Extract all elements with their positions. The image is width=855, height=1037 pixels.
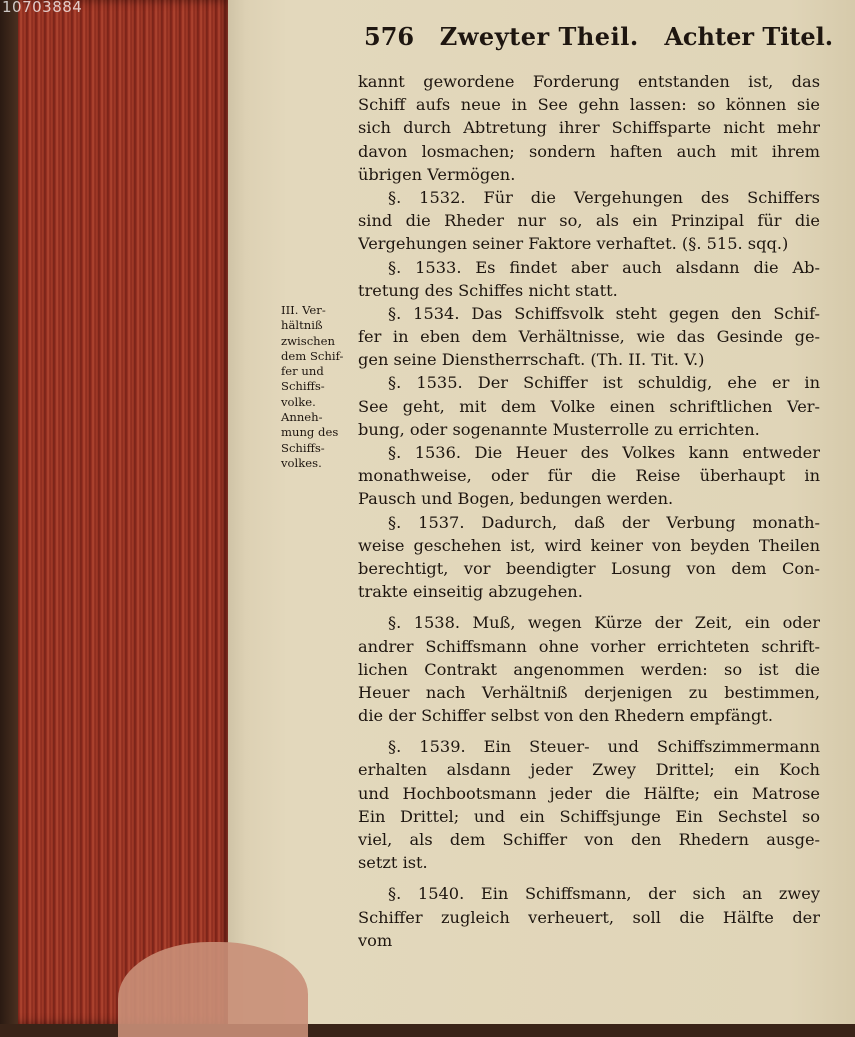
corner-stain (118, 942, 308, 1037)
text-line: Heuer nach Verhältniß derjenigen zu bestimmen, (358, 682, 820, 702)
text-line: weise geschehen ist, wird keiner von beyden Theilen (358, 535, 820, 555)
text-line: §. 1535. Der Schiffer ist schuldig, ehe er in (388, 373, 820, 393)
text-line: Vergehungen seiner Faktore verhaftet. (§. 515. sqq.) (358, 234, 789, 254)
header-title: Achter Titel. (664, 22, 834, 51)
book-edge (0, 0, 232, 1024)
margin-note-line: III. Ver- (281, 303, 326, 317)
paragraph-gap (358, 603, 820, 611)
margin-note-line: zwischen (281, 333, 335, 348)
text-line: monathweise, oder für die Reise überhaupt in (358, 466, 820, 486)
text-line: viel, als dem Schiffer von den Rhedern ausge- (358, 830, 820, 849)
text-line: §. 1537. Dadurch, daß der Verbung monath- (388, 512, 820, 532)
text-line: berechtigt, vor beendigter Losung von dem Con- (358, 558, 820, 578)
text-line: Ein Drittel; und ein Schiffsjunge Ein Sechstel so (358, 806, 820, 826)
header-part: Zweyter Theil. (439, 22, 639, 51)
text-line: kannt gewordene Forderung entstanden ist, das (358, 72, 820, 91)
text-line: die der Schiffer selbst von den Rhedern empfängt. (358, 706, 773, 726)
margin-note-line: Anneh- (281, 410, 323, 425)
paragraph-gap (358, 727, 820, 735)
text-line: tretung des Schiffes nicht statt. (358, 280, 618, 300)
text-line: §. 1532. Für die Vergehungen des Schiffers (388, 187, 820, 207)
paragraph (358, 611, 820, 727)
page-strip (0, 0, 18, 1024)
paragraph (358, 70, 820, 186)
text-line: fer in eben dem Verhältnisse, wie das Gesinde ge- (358, 327, 820, 347)
archive-id-stamp: 10703884 (2, 0, 83, 16)
running-header (364, 22, 834, 56)
margin-note-line: mung des (281, 425, 339, 440)
text-line: trakte einseitig abzugehen. (358, 582, 583, 602)
margin-note-line: dem Schif- (281, 348, 344, 363)
text-line: setzt ist. (358, 853, 428, 873)
text-line: und Hochbootsmann jeder die Hälfte; ein Matrose (358, 783, 820, 803)
text-line: Schiffer zugleich verheuert, soll die Hälfte der (358, 907, 820, 927)
text-line: gen seine Dienstherrschaft. (Th. II. Tit. V.) (358, 350, 705, 370)
margin-note (281, 303, 357, 471)
text-line: sich durch Abtretung ihrer Schiffsparte nicht mehr (358, 118, 820, 138)
margin-note-line: fer und (281, 364, 324, 379)
text-line: §. 1536. Die Heuer des Volkes kann entweder (388, 443, 820, 462)
text-line: vom (358, 930, 393, 950)
text-line: Pausch und Bogen, bedungen werden. (358, 489, 674, 509)
paragraph (358, 256, 820, 302)
text-line: bung, oder sogenannte Musterrolle zu errichten. (358, 419, 760, 439)
body-text (358, 70, 820, 952)
text-line: Schiff aufs neue in See gehn lassen: so können sie (358, 95, 820, 115)
margin-note-line: volke. (281, 394, 316, 409)
text-line: §. 1534. Das Schiffsvolk steht gegen den Schif- (388, 303, 820, 323)
text-line: §. 1538. Muß, wegen Kürze der Zeit, ein oder (388, 613, 820, 633)
paragraph (358, 441, 820, 511)
text-line: davon losmachen; sondern haften auch mit ihrem (358, 141, 820, 161)
text-line: erhalten alsdann jeder Zwey Drittel; ein Koch (358, 760, 820, 780)
text-line: §. 1540. Ein Schiffsmann, der sich an zwey (388, 884, 820, 904)
text-line: übrigen Vermögen. (358, 164, 516, 184)
text-line: See geht, mit dem Volke einen schriftlichen Ver- (358, 396, 820, 416)
paragraph (358, 302, 820, 372)
text-line: §. 1539. Ein Steuer- und Schiffszimmermann (388, 737, 820, 757)
text-line: andrer Schiffsmann ohne vorher errichteten schrift- (358, 636, 820, 656)
paragraph-gap (358, 874, 820, 882)
paragraph (358, 511, 820, 604)
margin-note-line: Schiffs- (281, 379, 325, 394)
paragraph (358, 735, 820, 874)
text-line: lichen Contrakt angenommen werden: so ist die (358, 659, 820, 679)
paragraph (358, 371, 820, 441)
page-number: 576 (364, 22, 415, 51)
margin-note-line: hältniß (281, 318, 323, 333)
text-line: §. 1533. Es findet aber auch alsdann die Ab- (388, 257, 820, 277)
paragraph (358, 186, 820, 256)
margin-note-line: Schiffs- (281, 440, 325, 455)
margin-note-line: volkes. (281, 455, 322, 470)
text-line: sind die Rheder nur so, als ein Prinzipal für die (358, 211, 820, 231)
paragraph (358, 882, 820, 952)
